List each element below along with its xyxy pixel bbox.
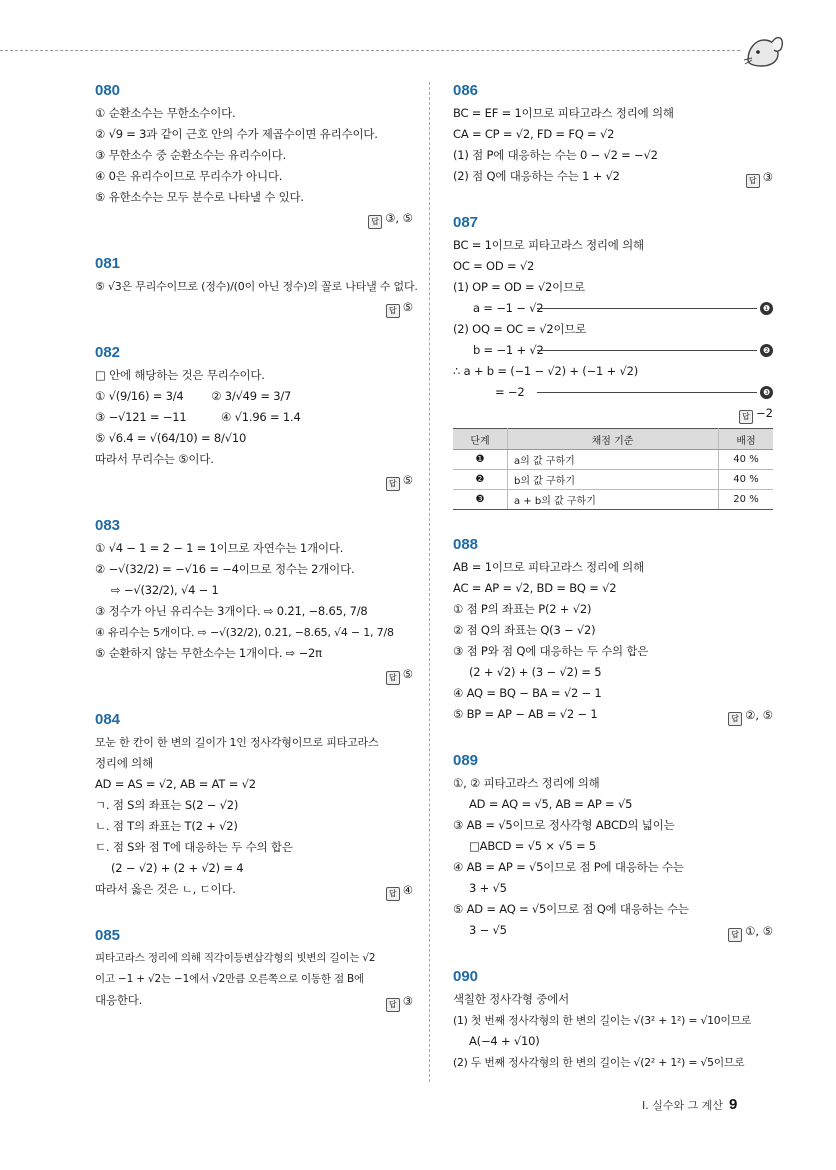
solution-line: ② −√(32/2) = −√16 = −4이므로 정수는 2개이다. [95,562,355,576]
equation-text: b = −1 + √2 [473,343,544,357]
solution-line: 따라서 옳은 것은 ㄴ, ㄷ이다. [95,882,236,896]
solution-line: □ 안에 해당하는 것은 무리수이다. [95,368,265,382]
solution-line: 색칠한 정사각형 중에서 [453,992,569,1006]
answer-value: ③ [402,994,413,1008]
answer-mark-icon: 답 [386,304,400,318]
page-number: 9 [729,1096,738,1113]
solution-line [453,298,773,319]
solution-line: ①, ② 피타고라스 정리에 의해 [453,776,600,790]
problem-number: 087 [453,214,479,231]
step-cell: ❶ [453,450,508,470]
solution-line: ∴ a + b = (−1 − √2) + (−1 + √2) [453,364,638,378]
solution-line: AD = AQ = √5, AB = AP = √5 [469,797,633,811]
answer-value: ⑤ [402,667,413,681]
answer-value: ②, ⑤ [745,708,773,722]
grading-table [453,428,773,510]
solution-line: (1) 점 P에 대응하는 수는 0 − √2 = −√2 [453,148,658,162]
solution-line: □ABCD = √5 × √5 = 5 [469,839,596,853]
solution-line: 모눈 한 칸이 한 변의 길이가 1인 정사각형이므로 피타고라스 [95,736,379,749]
solution-line: 이고 −1 + √2는 −1에서 √2만큼 오른쪽으로 이동한 점 B에 [95,973,364,985]
solution-line: BC = EF = 1이므로 피타고라스 정리에 의해 [453,106,674,120]
problem-089 [453,752,773,942]
problem-number: 084 [95,711,121,728]
header-step: 단계 [453,429,508,450]
problem-080 [95,82,413,229]
solution-line: ① 순환소수는 무한소수이다. [95,106,236,120]
solution-line: ④ 0은 유리수이므로 무리수가 아니다. [95,169,283,183]
answer-mark-icon: 답 [368,215,382,229]
step-marker-icon: ❸ [760,386,773,399]
answer-value: ①, ⑤ [745,924,773,938]
solution-line: ㄴ. 점 T의 좌표는 T(2 + √2) [95,819,238,833]
step-marker-icon: ❶ [760,302,773,315]
solution-line: 정리에 의해 [95,756,153,770]
answer [95,208,413,229]
step-marker-icon: ❷ [760,344,773,357]
answer-value: ⑤ [402,473,413,487]
table-row [453,470,773,490]
solution-line: ① √(9/16) = 3/4 ② 3/√49 = 3/7 [95,389,292,403]
solution-line: (2) OQ = OC = √2이므로 [453,322,587,336]
header-criterion: 채점 기준 [508,429,719,450]
left-column [95,82,418,1038]
solution-line: (2 − √2) + (2 + √2) = 4 [111,861,244,875]
answer-mark-icon: 답 [728,712,742,726]
equation-text: = −2 [495,385,525,399]
problem-082 [95,344,413,491]
step-cell: ❸ [453,490,508,510]
leader-line [537,392,757,393]
answer-mark-icon: 답 [386,477,400,491]
answer-value: ③, ⑤ [385,211,413,225]
problem-number: 082 [95,344,121,361]
solution-line: ⑤ √3은 무리수이므로 (정수)/(0이 아닌 정수)의 꼴로 나타낼 수 없다. [95,280,418,293]
answer [95,664,413,685]
problem-081 [95,255,418,318]
criterion-cell: b의 값 구하기 [508,470,719,490]
page-footer [642,1096,737,1113]
answer-mark-icon: 답 [728,928,742,942]
solution-line: ⑤ 순환하지 않는 무한소수는 1개이다. ⇨ −2π [95,646,322,660]
answer-mark-icon: 답 [746,174,760,188]
solution-line: ④ AQ = BQ − BA = √2 − 1 [453,686,602,700]
points-cell: 40 % [719,450,774,470]
solution-line: ① √4 − 1 = 2 − 1 = 1이므로 자연수는 1개이다. [95,541,344,555]
answer-value: ④ [402,883,413,897]
solution-line: ⑤ BP = AP − AB = √2 − 1 [453,707,598,721]
problem-084 [95,711,413,901]
solution-line: A(−4 + √10) [469,1034,540,1048]
solution-line: ③ 무한소수 중 순환소수는 유리수이다. [95,148,287,162]
solution-line: AB = 1이므로 피타고라스 정리에 의해 [453,560,645,574]
solution-line: (2 + √2) + (3 − √2) = 5 [469,665,602,679]
points-cell: 20 % [719,490,774,510]
solution-line: (1) 첫 번째 정사각형의 한 변의 길이는 √(3² + 1²) = √10이므로 [453,1014,752,1027]
problem-083 [95,517,413,685]
solution-line: ④ 유리수는 5개이다. ⇨ −√(32/2), 0.2̇1̇, −8.65, √4 − 1, 7/8 [95,626,394,639]
answer-value: ③ [762,170,773,184]
solution-line: OC = OD = √2 [453,259,535,273]
solution-line: ③ 정수가 아닌 유리수는 3개이다. ⇨ 0.2̇1̇, −8.65, 7/8 [95,604,368,618]
problem-number: 086 [453,82,479,99]
solution-line: ⑤ √6.4 = √(64/10) = 8/√10 [95,431,247,445]
solution-line: AD = AS = √2, AB = AT = √2 [95,777,256,791]
answer [453,403,773,424]
solution-line: ⇨ −√(32/2), √4 − 1 [111,583,219,597]
answer-value: ⑤ [402,300,413,314]
solution-line: BC = 1이므로 피타고라스 정리에 의해 [453,238,644,252]
solution-line: ⑤ 유한소수는 모두 분수로 나타낼 수 있다. [95,190,304,204]
solution-line: (2) 점 Q에 대응하는 수는 1 + √2 [453,169,620,183]
solution-line: ㄱ. 점 S의 좌표는 S(2 − √2) [95,798,239,812]
answer [95,297,413,318]
solution-line [453,382,773,403]
solution-line: ② 점 Q의 좌표는 Q(3 − √2) [453,623,596,637]
solution-line: 대응한다. [95,993,143,1007]
solution-line: 따라서 무리수는 ⑤이다. [95,452,214,466]
answer [95,470,413,491]
problem-086 [453,82,773,188]
problem-087 [453,214,773,510]
solution-line: ③ 점 P와 점 Q에 대응하는 두 수의 합은 [453,644,649,658]
solution-line: ② √9 = 3과 같이 근호 안의 수가 제곱수이면 유리수이다. [95,127,378,141]
solution-line: ① 점 P의 좌표는 P(2 + √2) [453,602,592,616]
header-rule [0,50,740,51]
problem-090 [453,968,773,1073]
problem-number: 088 [453,536,479,553]
answer-mark-icon: 답 [386,671,400,685]
solution-line: (2) 두 번째 정사각형의 한 변의 길이는 √(2² + 1²) = √5이므로 [453,1056,745,1069]
table-row [453,490,773,510]
chapter-title: Ⅰ. 실수와 그 계산 [642,1099,723,1112]
problem-085 [95,927,413,1012]
problem-number: 083 [95,517,121,534]
grading-header-row [453,429,773,450]
solution-line: 3 − √5 [469,923,507,937]
solution-line: 피타고라스 정리에 의해 직각이등변삼각형의 빗변의 길이는 √2 [95,952,376,964]
solution-line: CA = CP = √2, FD = FQ = √2 [453,127,615,141]
criterion-cell: a의 값 구하기 [508,450,719,470]
points-cell: 40 % [719,470,774,490]
answer-mark-icon: 답 [386,998,400,1012]
problem-number: 080 [95,82,121,99]
problem-number: 090 [453,968,479,985]
problem-number: 085 [95,927,121,944]
leader-line [537,350,757,351]
solution-line: ㄷ. 점 S와 점 T에 대응하는 두 수의 합은 [95,840,293,854]
solution-line [453,340,773,361]
criterion-cell: a + b의 값 구하기 [508,490,719,510]
solution-line: 3 + √5 [469,881,507,895]
solution-line: ③ −√121 = −11 ④ √1.96 = 1.4 [95,410,301,424]
problem-088 [453,536,773,726]
step-cell: ❷ [453,470,508,490]
problem-number: 081 [95,255,121,272]
solution-line: ③ AB = √5이므로 정사각형 ABCD의 넓이는 [453,818,675,832]
answer-mark-icon: 답 [386,887,400,901]
solution-line: (1) OP = OD = √2이므로 [453,280,585,294]
leader-line [537,308,757,309]
solution-line: ④ AB = AP = √5이므로 점 P에 대응하는 수는 [453,860,684,874]
mascot-icon [742,30,786,70]
answer-value: −2 [756,406,773,420]
solution-line: ⑤ AD = AQ = √5이므로 점 Q에 대응하는 수는 [453,902,689,916]
problem-number: 089 [453,752,479,769]
equation-text: a = −1 − √2 [473,301,544,315]
table-row [453,450,773,470]
column-divider [429,82,430,1082]
answer-mark-icon: 답 [739,410,753,424]
header-points: 배점 [719,429,774,450]
right-column [453,82,773,1099]
solution-line: AC = AP = √2, BD = BQ = √2 [453,581,617,595]
